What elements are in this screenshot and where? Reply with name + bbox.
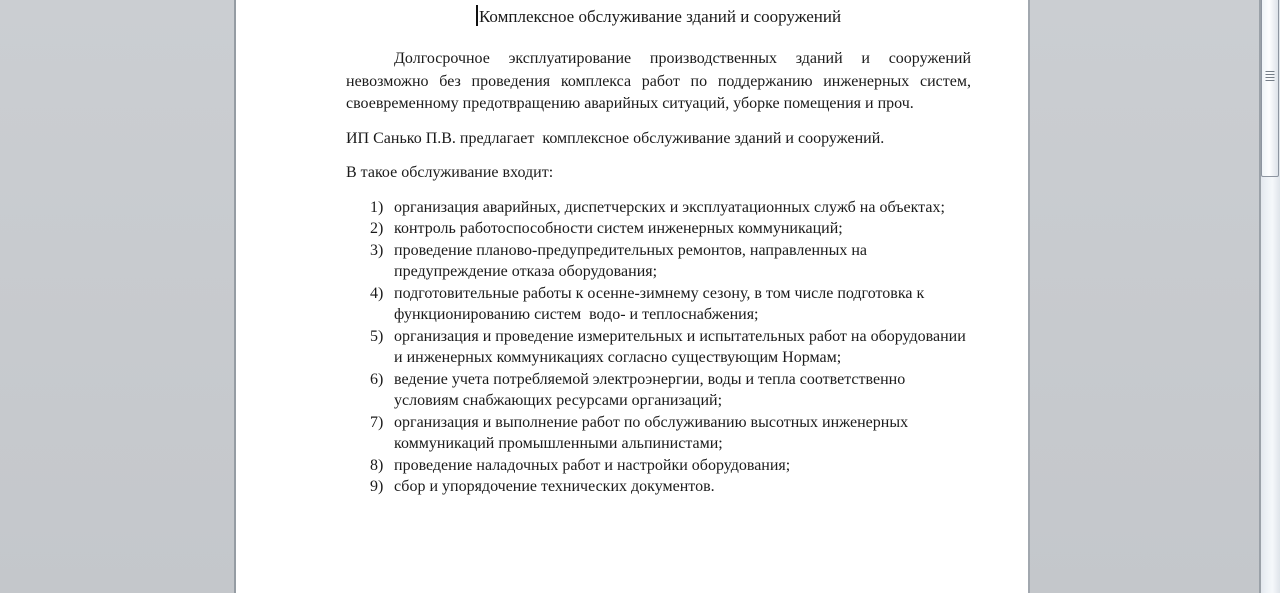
list-item-number: 1) [370, 198, 384, 216]
list-item-number: 2) [370, 220, 384, 237]
document-title[interactable] [346, 4, 971, 29]
list-item-number: 3) [370, 241, 384, 259]
list-item[interactable] [346, 326, 971, 369]
list-item[interactable] [346, 218, 971, 240]
list-item[interactable] [346, 455, 971, 477]
service-list [346, 197, 971, 498]
page-content [236, 0, 1028, 498]
scrollbar-grip-icon [1266, 71, 1275, 82]
paragraph-intro[interactable]: Долгосрочное эксплуатирование производственных зданий и сооружений невозможно без проведения комплекса работ по поддержанию инженерных систем, своевременному предотвращению аварийных ситуаций, уборке помещения и проч. [346, 50, 971, 112]
list-item-text: организация аварийных, диспетчерских и эксплуатационных служб на объектах; [394, 198, 945, 216]
text-cursor [476, 5, 478, 26]
list-item-text: контроль работоспособности систем инженерных коммуникаций; [394, 220, 843, 237]
list-item-text: проведение наладочных работ и настройки оборудования; [394, 456, 791, 474]
list-item-text: организация и проведение измерительных и испытательных работ на оборудовании и инженерных коммуникациях согласно существующим Нормам; [394, 327, 966, 366]
list-item-text: подготовительные работы к осенне-зимнему сезону, в том числе подготовка к функционированию систем водо- и теплоснабжения; [394, 284, 925, 323]
list-item-text: проведение планово-предупредительных ремонтов, направленных на предупреждение отказа оборудования; [394, 241, 868, 280]
list-item[interactable] [346, 476, 971, 498]
document-page[interactable] [234, 0, 1030, 593]
list-item-text: сбор и упорядочение технических документов. [394, 478, 715, 495]
list-item-number: 6) [370, 370, 384, 388]
list-item[interactable] [346, 369, 971, 412]
list-item-text: ведение учета потребляемой электроэнергии, воды и тепла соответственно условиям снабжающих ресурсами организаций; [394, 370, 906, 409]
list-item[interactable] [346, 412, 971, 455]
list-item-number: 7) [370, 413, 384, 431]
vertical-scrollbar[interactable] [1259, 0, 1280, 593]
list-item[interactable] [346, 240, 971, 283]
list-item-number: 5) [370, 327, 384, 345]
list-item-number: 8) [370, 456, 384, 474]
document-title-text: Комплексное обслуживание зданий и сооружений [478, 7, 842, 26]
list-item-text: организация и выполнение работ по обслуживанию высотных инженерных коммуникаций промышленными альпинистами; [394, 413, 909, 452]
paragraph-list-lead[interactable]: В такое обслуживание входит: [346, 164, 554, 181]
list-item[interactable] [346, 197, 971, 219]
paragraph-offer[interactable]: ИП Санько П.В. предлагает комплексное обслуживание зданий и сооружений. [346, 129, 885, 147]
list-item-number: 4) [370, 284, 384, 302]
scrollbar-thumb[interactable] [1261, 0, 1279, 177]
list-item-number: 9) [370, 478, 384, 495]
list-item[interactable] [346, 283, 971, 326]
